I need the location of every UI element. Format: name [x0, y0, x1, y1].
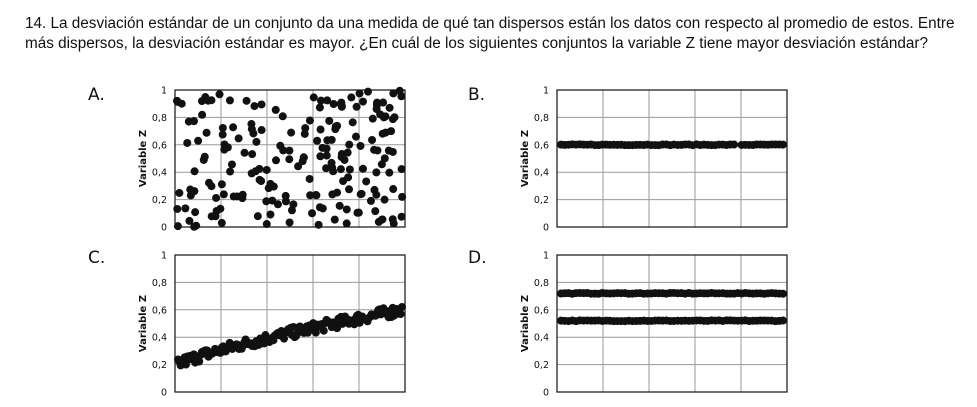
data-point — [274, 200, 282, 208]
data-point — [372, 168, 380, 176]
data-point — [266, 210, 274, 218]
data-point — [190, 187, 198, 195]
data-point — [226, 96, 234, 104]
y-tick-label: 1 — [542, 250, 549, 262]
data-point — [349, 118, 357, 126]
data-point — [306, 116, 314, 124]
data-point — [248, 125, 256, 133]
data-point — [323, 152, 331, 160]
data-point — [345, 185, 353, 193]
data-point — [367, 197, 375, 205]
data-point — [344, 173, 352, 181]
y-tick-label: 0,2 — [533, 360, 549, 372]
data-point — [191, 208, 199, 216]
data-point — [371, 207, 379, 215]
chart-b — [520, 86, 787, 234]
data-point — [370, 186, 378, 194]
data-point — [320, 327, 328, 335]
option-c-label: C. — [88, 248, 106, 268]
data-point — [398, 165, 406, 173]
data-point — [398, 193, 406, 201]
data-point — [345, 141, 353, 149]
data-point — [178, 100, 186, 108]
data-point — [252, 138, 260, 146]
data-point — [192, 222, 200, 230]
data-point — [285, 155, 293, 163]
data-point — [355, 209, 363, 217]
data-point — [263, 166, 271, 174]
data-point — [181, 204, 189, 212]
data-point — [319, 204, 327, 212]
data-point — [331, 216, 339, 224]
data-point — [183, 139, 191, 147]
data-point — [256, 176, 264, 184]
data-point — [332, 122, 340, 130]
data-point — [370, 146, 378, 154]
data-point — [254, 212, 262, 220]
y-tick-label: 0 — [160, 222, 167, 234]
chart-d — [520, 251, 787, 399]
data-point — [779, 290, 787, 298]
data-point — [248, 150, 256, 158]
data-point — [288, 206, 296, 214]
data-point — [243, 97, 251, 105]
data-point — [343, 219, 351, 227]
data-point — [356, 142, 364, 150]
chart-a — [138, 86, 406, 234]
y-axis-label: Variable Z — [520, 129, 531, 188]
data-point — [376, 110, 384, 118]
y-tick-label: 0,4 — [151, 167, 167, 179]
y-tick-label: 0 — [542, 387, 549, 399]
plot-frame — [557, 90, 787, 227]
data-point — [235, 134, 243, 142]
data-point — [347, 93, 355, 101]
data-point — [389, 89, 397, 97]
data-point — [263, 220, 271, 228]
data-point — [190, 117, 198, 125]
data-point — [356, 90, 364, 98]
data-point — [398, 213, 406, 221]
data-point — [200, 156, 208, 164]
data-point — [250, 102, 258, 110]
data-point — [317, 97, 325, 105]
y-tick-label: 0,2 — [533, 195, 549, 207]
data-point — [262, 197, 270, 205]
data-point — [230, 192, 238, 200]
data-point — [317, 126, 325, 134]
option-a-label: A. — [88, 85, 105, 105]
data-point — [239, 191, 247, 199]
data-point — [228, 160, 236, 168]
data-point — [379, 130, 387, 138]
data-point — [205, 179, 213, 187]
data-point — [279, 146, 287, 154]
y-axis-label: Variable Z — [138, 129, 149, 188]
data-point — [220, 190, 228, 198]
data-point — [313, 137, 321, 145]
data-point — [329, 167, 337, 175]
y-tick-label: 0,8 — [533, 112, 549, 124]
y-tick-label: 0,8 — [151, 277, 167, 289]
data-point — [389, 115, 397, 123]
data-point — [219, 131, 227, 139]
data-point — [346, 166, 354, 174]
data-point — [362, 177, 370, 185]
data-point — [241, 149, 249, 157]
data-point — [203, 129, 211, 137]
data-point — [338, 153, 346, 161]
data-point — [175, 189, 183, 197]
data-point — [216, 90, 224, 98]
data-point — [272, 156, 280, 164]
data-point — [310, 93, 318, 101]
data-point — [213, 207, 221, 215]
data-point — [381, 196, 389, 204]
y-tick-label: 0,8 — [151, 112, 167, 124]
data-point — [198, 111, 206, 119]
data-point — [229, 123, 237, 131]
data-point — [282, 192, 290, 200]
y-tick-label: 0,2 — [151, 195, 167, 207]
y-tick-label: 0,4 — [533, 167, 549, 179]
data-point — [389, 148, 397, 156]
data-point — [185, 217, 193, 225]
data-point — [779, 141, 787, 149]
data-point — [224, 143, 232, 151]
data-point — [294, 162, 302, 170]
y-axis-label: Variable Z — [138, 294, 149, 353]
data-point — [330, 100, 338, 108]
data-point — [359, 98, 367, 106]
data-point — [387, 127, 395, 135]
data-point — [343, 205, 351, 213]
y-tick-label: 0,4 — [151, 332, 167, 344]
data-point — [301, 124, 309, 132]
data-point — [364, 88, 372, 96]
y-tick-label: 0 — [542, 222, 549, 234]
data-point — [378, 216, 386, 224]
data-point — [389, 185, 397, 193]
data-point — [174, 222, 182, 230]
data-point — [272, 106, 280, 114]
option-b-label: B. — [468, 85, 486, 105]
data-point — [201, 93, 209, 101]
data-point — [194, 137, 202, 145]
y-tick-label: 1 — [542, 85, 549, 97]
data-point — [385, 169, 393, 177]
data-point — [226, 168, 234, 176]
y-tick-label: 1 — [160, 85, 167, 97]
y-tick-label: 0,6 — [151, 140, 167, 152]
chart-c — [138, 251, 406, 399]
data-point — [328, 190, 336, 198]
y-tick-label: 0,8 — [533, 277, 549, 289]
data-point — [173, 205, 181, 213]
data-point — [315, 221, 323, 229]
data-point — [308, 209, 316, 217]
data-point — [397, 310, 405, 318]
data-point — [389, 215, 397, 223]
data-point — [258, 100, 266, 108]
data-point — [191, 167, 199, 175]
y-tick-label: 0,6 — [533, 305, 549, 317]
data-point — [369, 115, 377, 123]
data-point — [306, 191, 314, 199]
data-point — [252, 167, 260, 175]
data-point — [730, 141, 738, 149]
data-point — [279, 112, 287, 120]
data-point — [266, 180, 274, 188]
data-point — [337, 165, 345, 173]
data-point — [218, 219, 226, 227]
data-point — [323, 136, 331, 144]
data-point — [353, 103, 361, 111]
data-point — [381, 154, 389, 162]
data-point — [336, 202, 344, 210]
option-d-label: D. — [468, 248, 487, 268]
y-tick-label: 0,6 — [533, 140, 549, 152]
data-point — [316, 104, 324, 112]
data-point — [398, 303, 406, 311]
data-point — [287, 129, 295, 137]
data-point — [779, 317, 787, 325]
data-point — [368, 136, 376, 144]
data-point — [325, 117, 333, 125]
data-point — [258, 126, 266, 134]
data-point — [286, 219, 294, 227]
y-axis-label: Variable Z — [520, 294, 531, 353]
y-tick-label: 0,4 — [533, 332, 549, 344]
data-point — [352, 133, 360, 141]
data-point — [357, 190, 365, 198]
data-point — [359, 165, 367, 173]
y-tick-label: 0,2 — [151, 360, 167, 372]
data-point — [323, 145, 331, 153]
data-point — [306, 175, 314, 183]
y-tick-label: 0 — [160, 387, 167, 399]
data-point — [386, 104, 394, 112]
y-tick-label: 0,6 — [151, 305, 167, 317]
data-point — [337, 99, 345, 107]
data-point — [218, 180, 226, 188]
y-tick-label: 1 — [160, 250, 167, 262]
data-point — [212, 194, 220, 202]
question-text: 14. La desviación estándar de un conjunto da una medida de qué tan dispersos están los datos con respecto al promedio de estos. Entre más dispersos, la desviación estándar es mayor. ¿En cuál de los siguientes conjuntos la variable Z tiene mayor desviación estándar? — [25, 15, 955, 52]
